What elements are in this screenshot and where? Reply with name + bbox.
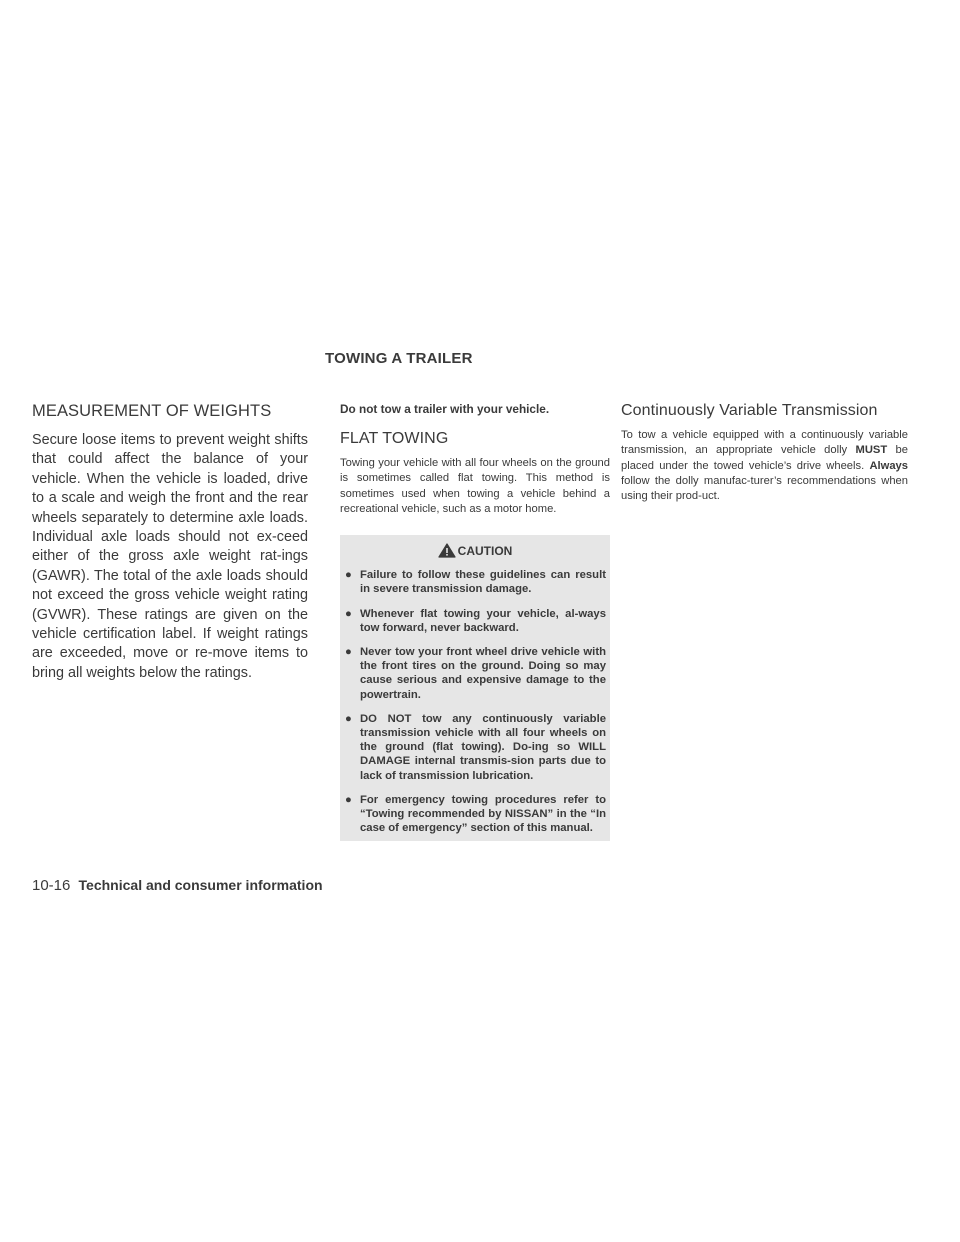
caution-item: ● Failure to follow these guidelines can result in severe transmission damage. xyxy=(345,569,606,596)
caution-title xyxy=(344,543,606,558)
column-flat-towing xyxy=(340,402,610,841)
caution-list xyxy=(344,568,606,835)
chapter-title: Technical and consumer information xyxy=(78,877,323,893)
caution-box xyxy=(340,535,610,841)
page-number: 10-16 xyxy=(32,877,71,894)
caution-item: ● For emergency towing procedures refer to “Towing recommended by NISSAN” in the “In case of emergency” section of this manual. xyxy=(345,793,606,835)
column-measurement-of-weights xyxy=(32,402,308,683)
emphasis-always: Always xyxy=(869,459,908,472)
heading-flat-towing: FLAT TOWING xyxy=(340,430,449,447)
caution-item: ● DO NOT tow any continuously variable transmission vehicle with all four wheels on the ground (flat towing). Do-ing so WILL DAMAGE internal transmis-sion parts due to lack of transmission lubrication. xyxy=(345,712,606,782)
caution-label: CAUTION xyxy=(457,543,513,558)
paragraph-measurement-of-weights: Secure loose items to prevent weight shifts that could affect the balance of your vehicle. When the vehicle is loaded, drive to a scale and weigh the front and the rear wheels separately to determine axle loads. Individual axle loads should not ex-ceed either of the gross axle weight rat-ings (GAWR). The total of the axle loads should not exceed the gross vehicle weight rating (GVWR). These ratings are given on the vehicle certification label. If weight ratings are exceeded, move or re-move items to bring all weights below the ratings. xyxy=(32,432,308,681)
bullet-icon: ● xyxy=(345,793,352,806)
column-cvt xyxy=(621,402,908,504)
paragraph-flat-towing: Towing your vehicle with all four wheels on the ground is sometimes called flat towing. This method is sometimes used when towing a vehicle behind a recreational vehicle, such as a motor home. xyxy=(340,457,610,515)
bullet-icon: ● xyxy=(345,712,352,725)
warning-triangle-icon xyxy=(438,543,456,558)
heading-continuously-variable-transmission: Continuously Variable Transmission xyxy=(621,402,878,419)
bullet-icon: ● xyxy=(345,569,352,582)
section-header: TOWING A TRAILER xyxy=(325,350,473,367)
heading-measurement-of-weights: MEASUREMENT OF WEIGHTS xyxy=(32,402,272,420)
caution-item: ● Never tow your front wheel drive vehicle with the front tires on the ground. Doing so may cause serious and expensive damage to the powertrain. xyxy=(345,646,606,701)
paragraph-cvt: To tow a vehicle equipped with a continuously variable transmission, an appropriate vehicle dolly MUST be placed under the towed vehicle’s drive wheels. Always follow the dolly manufac-turer’s recommendations when using their prod-uct. xyxy=(621,429,908,503)
bullet-icon: ● xyxy=(345,607,352,620)
emphasis-must: MUST xyxy=(855,444,888,457)
caution-item: ● Whenever flat towing your vehicle, al-ways tow forward, never backward. xyxy=(345,607,606,634)
no-trailer-warning: Do not tow a trailer with your vehicle. xyxy=(340,402,550,416)
page-footer xyxy=(32,877,323,894)
bullet-icon: ● xyxy=(345,646,352,658)
